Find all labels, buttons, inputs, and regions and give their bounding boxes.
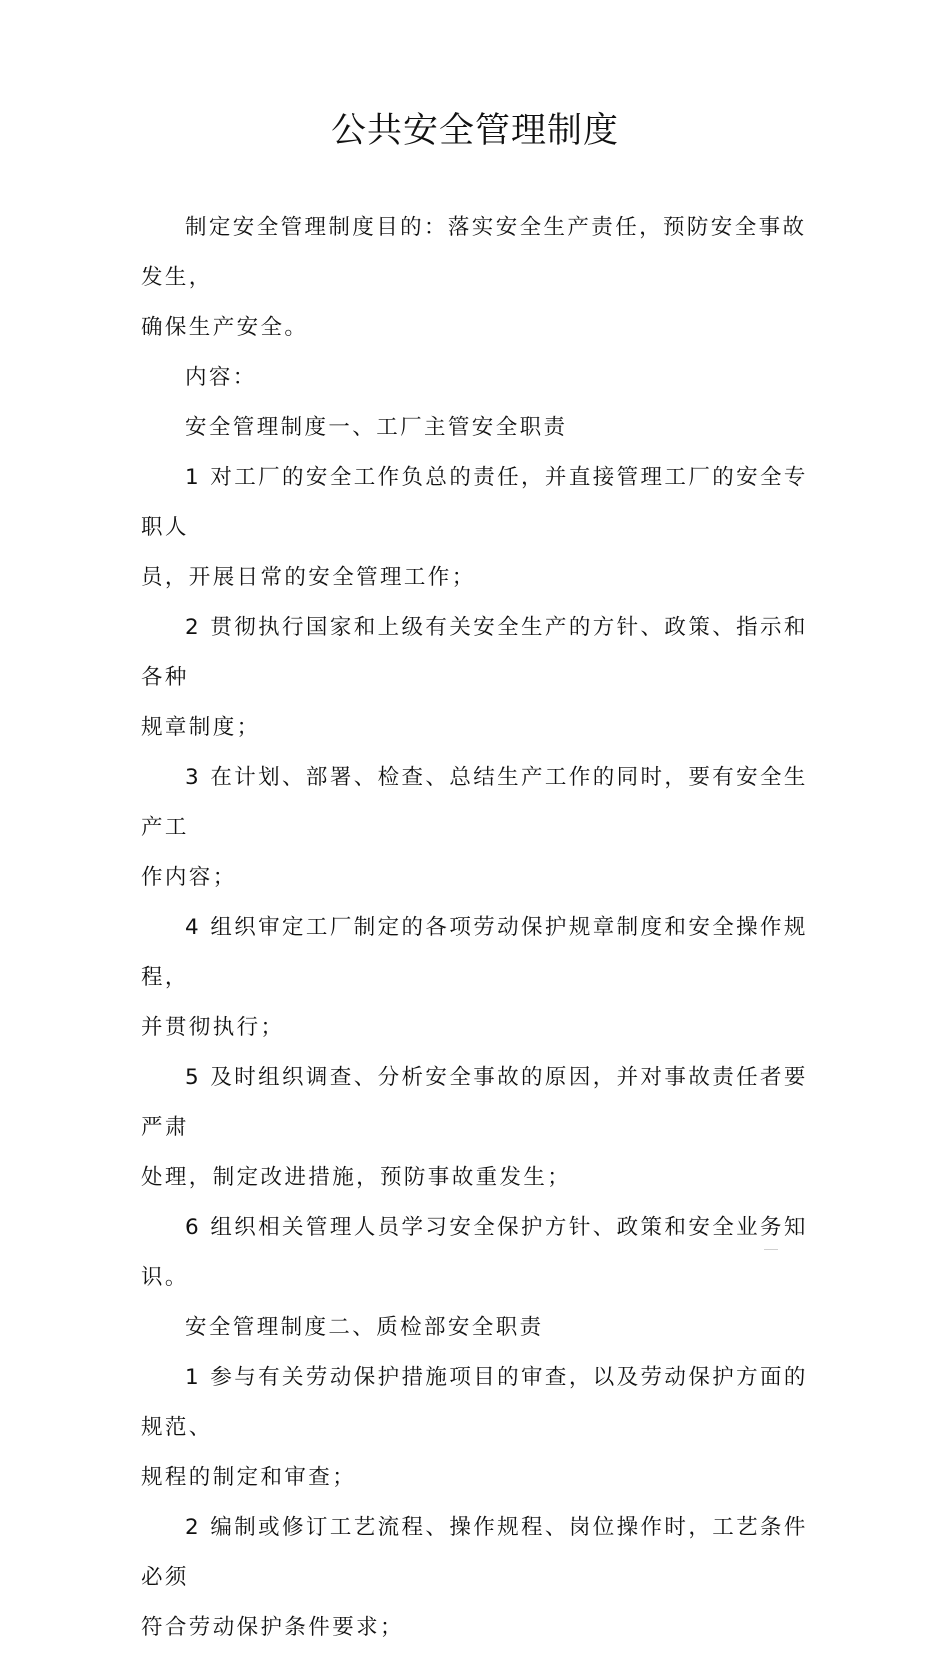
paragraph-line: 4 组织审定工厂制定的各项劳动保护规章制度和安全操作规程， [141,915,808,990]
paragraph-content-heading [141,353,816,403]
paragraph-purpose [141,203,816,353]
paragraph-line: 处理，制定改进措施，预防事故重发生； [141,1165,572,1190]
list-item-2 [141,603,816,753]
list-item-1 [141,1353,816,1503]
paragraph-line: 规章制度； [141,715,261,740]
paragraph-line: 3 在计划、部署、检查、总结生产工作的同时，要有安全生产工 [141,765,808,840]
list-item-5 [141,1053,816,1203]
paragraph-line: 作内容； [141,865,237,890]
paragraph-line: 2 编制或修订工艺流程、操作规程、岗位操作时，工艺条件必须 [141,1515,808,1590]
document-body [141,203,816,1653]
paragraph-line: 制定安全管理制度目的：落实安全生产责任，预防安全事故发生， [141,215,807,290]
paragraph-line: 6 组织相关管理人员学习安全保护方针、政策和安全业务知识。 [141,1215,808,1290]
page-corner-mark [764,1249,778,1250]
paragraph-line: 规程的制定和审查； [141,1465,357,1490]
list-item-1 [141,453,816,603]
paragraph-line: 符合劳动保护条件要求； [141,1615,404,1640]
list-item-3 [141,753,816,903]
section-heading-quality-dept [141,1303,816,1353]
paragraph-line: 1 对工厂的安全工作负总的责任，并直接管理工厂的安全专职人 [141,465,808,540]
paragraph-line: 安全管理制度二、质检部安全职责 [185,1315,544,1340]
paragraph-line: 5 及时组织调查、分析安全事故的原因，并对事故责任者要严肃 [141,1065,808,1140]
paragraph-line: 并贯彻执行； [141,1015,285,1040]
paragraph-line: 1 参与有关劳动保护措施项目的审查，以及劳动保护方面的规范、 [141,1365,808,1440]
document-title: 公共安全管理制度 [330,111,619,151]
paragraph-line: 确保生产安全。 [141,315,309,340]
section-heading-factory-supervisor [141,403,816,453]
paragraph-line: 内容： [185,365,257,390]
paragraph-line: 2 贯彻执行国家和上级有关安全生产的方针、政策、指示和各种 [141,615,808,690]
paragraph-line: 员，开展日常的安全管理工作； [141,565,476,590]
list-item-6 [141,1203,816,1303]
list-item-4 [141,903,816,1053]
list-item-2 [141,1503,816,1653]
paragraph-line: 安全管理制度一、工厂主管安全职责 [185,415,568,440]
